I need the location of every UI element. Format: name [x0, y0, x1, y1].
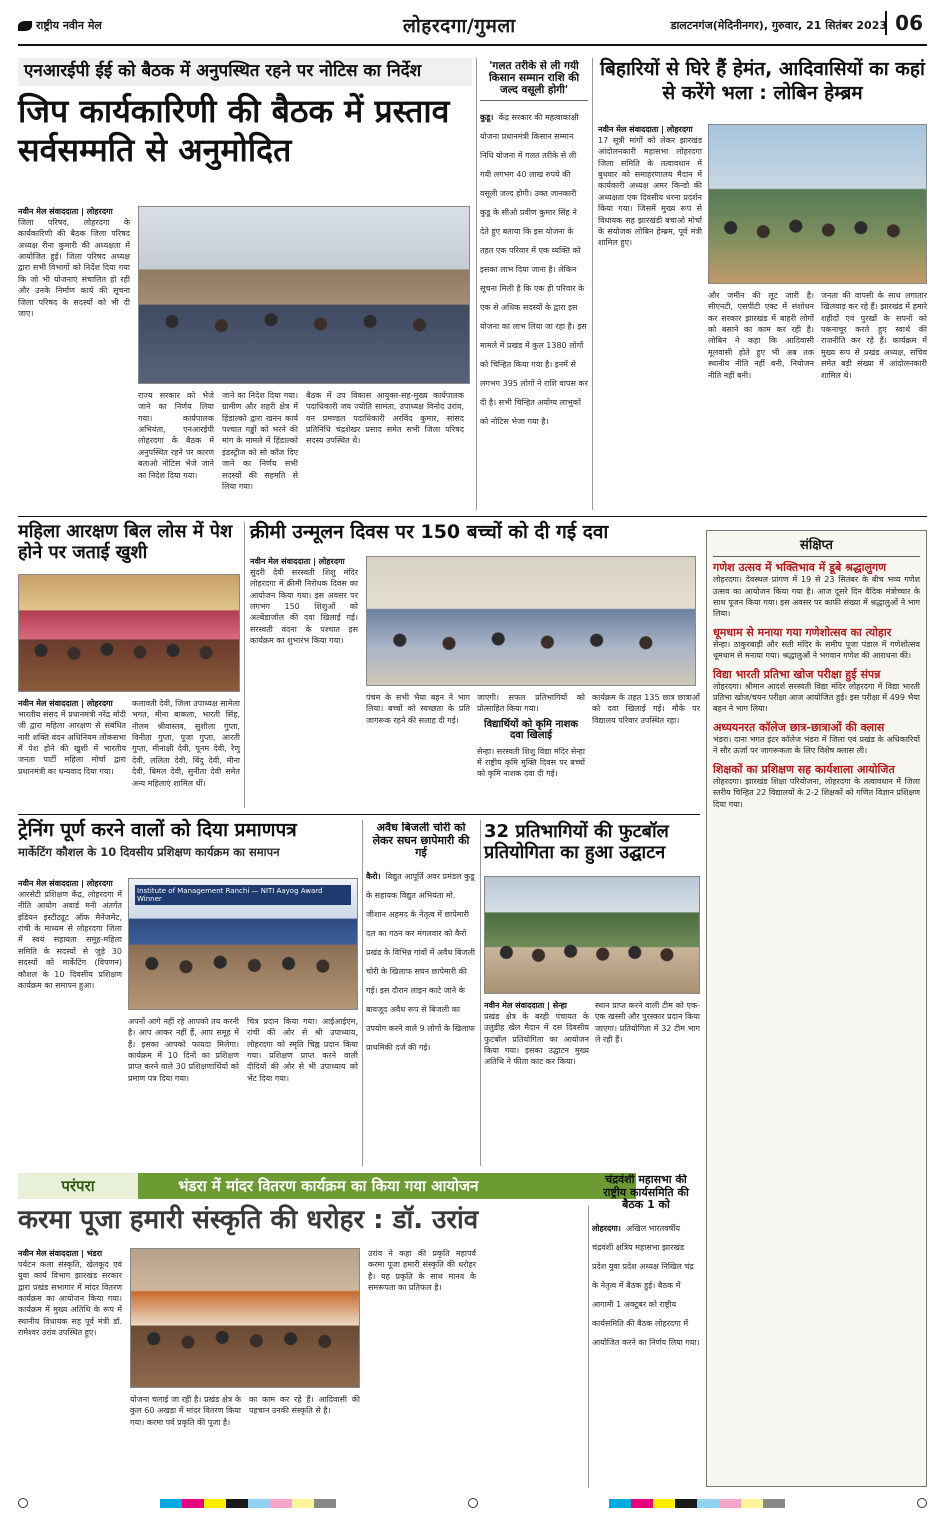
color-calibration-strip	[160, 1499, 336, 1508]
parampara-headline: भंडरा में मांदर वितरण कार्यक्रम का किया गया आयोजन	[178, 1177, 479, 1195]
brief-text: लोहरदगा। श्रीमान आदर्श सरस्वती विद्या मंदिर लोहरदगा में विद्या भारती प्रतिभा खोज/चयन परीक्षा आज आयोजित हुई। इस परीक्षा में 499 भैया बहन ने भाग लिया।	[713, 681, 920, 714]
samkshipt-item	[713, 763, 920, 810]
section-divider	[18, 516, 927, 517]
brief-text: सेन्हा। ठाकुरबाड़ी और सती मंदिर के समीप पूजा पंडाल में गणेशोत्सव धूमधाम से मनाया गया। श्रद्धालुओं ने भगवान गणेश की आराधना की।	[713, 639, 920, 661]
story-text-a: पर्यटन कला संस्कृति, खेलकूद एवं युवा कार्य विभाग झारखंड सरकार द्वारा प्रखंड सभागार में मांदर वितरण कार्यक्रम का आयोजन किया गया। कार्यक्रम में मुख्य अतिथि के रूप में स्थानीय विधायक सह पूर्व मंत्री डॉ. रामेश्वर उरांव उपस्थित हुए।	[18, 1260, 122, 1338]
column-divider	[476, 58, 477, 510]
column-divider	[480, 820, 481, 1166]
story-col-3	[477, 692, 585, 780]
page-number: 06	[885, 11, 923, 35]
dateline: डालटनगंज(मेदिनीनगर), गुरुवार, 21 सितंबर 2023	[670, 19, 887, 32]
section-title: लोहरदगा/गुमला	[403, 15, 516, 37]
brief-headline: शिक्षकों का प्रशिक्षण सह कार्यशाला आयोजित	[713, 762, 895, 776]
column-divider	[588, 1206, 589, 1488]
story-text-a: आरसेटी प्रशिक्षण केंद्र, लोहरदगा में नीति आयोग अवार्ड मनी अंतर्गत इंडियन इंस्टीट्यूट ऑफ मैनेजमेंट, रांची के माध्यम से लोहरदगा जिला में स्वयं सहायता समूह-महिला समिति के सदस्यों से जुड़े 30 सदस्यों को मार्केटिंग (विपणन) कौशल के 10 दिवसीय प्रशिक्षण कार्यक्रम का समापन हुआ।	[18, 890, 122, 990]
meeting-photo	[138, 206, 470, 384]
samkshipt-header: संक्षिप्त	[713, 535, 920, 557]
story-col-1	[250, 556, 358, 647]
story-text: केंद्र सरकार की महत्वाकांक्षी योजना प्रधानमंत्री किसान सम्मान निधि योजना में गलत तरीके से ली गयी लगभग 40 लाख रुपये की वसूली जल्द होगी। उक्त जानकारी कुडू के सीओ प्रवीण कुमार सिंह ने देते हुए बताया कि इस योजना के तहत एक परिवार में एक व्यक्ति को इसका लाभ दिया जाना है। लेकिन सूचना मिली है कि एक ही परिवार के एक से अधिक सदस्यों के द्वारा इस योजना का लाभ लिया जा रहा है। इस मामले में प्रखंड में कुल 1380 लोगों को चिन्हित किया गया है। इनमें से लगभग 395 लोगों ने राशि वापस कर दी है। सभी चिन्हित अयोग्य लाभुकों को नोटिस भेजा गया है।	[480, 113, 588, 427]
story-text-d: उरांव ने कहा की प्रकृति महापर्व करमा पूजा हमारी संस्कृति की धरोहर है। यह प्रकृति के साथ मानव के समरूपता का प्रतिफल है।	[368, 1249, 476, 1293]
story-text-a: भारतीय संसद में प्रधानमंत्री नरेंद्र मोदी जी द्वारा महिला आरक्षण से संबंधित नारी शक्ति वंदन अधिनियम लोकसभा में पेश होने की खुशी में भारतीय जनता पार्टी महिला मोर्चा द्वारा प्रधानमंत्री का धन्यवाद दिया गया।	[18, 710, 126, 776]
registration-mark-icon	[917, 1498, 927, 1508]
brief-text: लोहरदगा। देवस्थल प्रांगण में 19 से 23 सितंबर के बीच भव्य गणेश उत्सव का आयोजन किया गया है। आज दूसरे दिन वैदिक मंत्रोच्चार के साथ पूजन किया गया। इस अवसर पर काफी संख्या में श्रद्धालुओं ने भाग लिया।	[713, 575, 920, 619]
story-bottom-cols	[130, 1394, 360, 1428]
story-headline: महिला आरक्षण बिल लोस में पेश होने पर जताई खुशी	[18, 521, 233, 563]
column-divider	[244, 522, 245, 808]
story-text-b: योजना चलाई जा रही है। प्रखंड क्षेत्र के कुल 60 अखड़ा में मांदर वितरण किया गया। करमा पर्व प्रकृति की पूजा है।	[130, 1395, 241, 1427]
story-bottom-cols	[708, 290, 927, 381]
paper-name-text: राष्ट्रीय नवीन मेल	[36, 19, 102, 32]
story-text-b: और जमीन की लूट जारी है। सीएनटी, एसपीटी एक्ट में संशोधन कर सरकार झारखंड में बाहरी लोगों को बसाने का काम कर रही है। लोबिन ने कहा कि आदिवासी मूलवासी होते हुए भी अब तक स्थानीय नीति नहीं बनी, नियोजन नीति नहीं बनी।	[708, 291, 814, 380]
bird-logo-icon	[18, 21, 32, 31]
story-byline: नवीन मेल संवाददाता | लोहरदगा	[18, 879, 113, 888]
protest-photo	[708, 124, 927, 284]
brief-headline: अध्ययनरत कॉलेज छात्र-छात्राओं की क्लास	[713, 720, 885, 734]
story-headline: चंद्रवंशी महासभा की राष्ट्रीय कार्यसमिति की बैठक 1 को	[603, 1174, 689, 1212]
story-jila-parishad	[18, 58, 472, 510]
story-text-d: बैठक में उप विकास आयुक्त-सह-मुख्य कार्यपालक पदाधिकारी जय ज्योति सामंता, उपाध्यक्ष विनोद उरांव, वन प्रमण्डल पदाधिकारी अरविंद कुमार, सांसद प्रतिनिधि चंद्रशेखर प्रसाद समेत सभी जिला परिषद सदस्य उपस्थित थे।	[306, 391, 464, 446]
story-text-c: जाने का निदेश दिया गया। ग्रामीण और शहरी क्षेत्र में हिंडाल्को द्वारा खनन कार्य पश्चात गड्ढों को भरने की मांग के मामले में हिंडाल्को इंडस्ट्रीज को सो कॉज दिए जाने का निर्णय सभी सदस्यों की सहमति से लिया गया।	[222, 391, 298, 491]
story-headline: करमा पूजा हमारी संस्कृति की धरोहर : डॉ. उरांव	[18, 1205, 479, 1235]
story-text-d: कार्यक्रम के तहत 135 छात्र छात्राओं को दवा खिलाई गई। मौके पर विद्यालय परिवार उपस्थित रहा।	[592, 693, 700, 725]
brief-headline: धूमधाम से मनाया गया गणेशोत्सव का त्योहार	[713, 625, 892, 639]
color-calibration-strip	[609, 1499, 785, 1508]
story-headline: जिप कार्यकारिणी की बैठक में प्रस्ताव सर्वसम्मति से अनुमोदित	[18, 91, 450, 169]
story-text-b: कलावती देवी, जिला उपाध्यक्ष सामेला भगत, मीना बाकला, भारती सिंह, नीलम श्रीवास्तव, सुशीला गुप्ता, विनीता गुप्ता, पूजा गुप्ता, आरती गुप्ता, मीनाक्षी देवी, पूनम देवी, रेणु देवी, ललिता देवी, बिंदु देवी, मीना देवी, बिमल देवी, सुनीता देवी समेत अन्य महिलाएं शामिल थीं।	[132, 699, 240, 788]
brief-text: भंडरा। दाना भगत इंटर कॉलेज भंडरा में जिला एवं प्रखंड के अधिकारियों ने सौर ऊर्जा पर जागरूकता के लिए विशेष क्लास ली।	[713, 734, 920, 756]
story-text-b: पंचम के सभी भैया बहन ने भाग लिया। बच्चों को स्वच्छता के प्रति जागरूक रहने की सलाह दी गई।	[366, 693, 470, 725]
story-text-c: चित्र प्रदान किया गया। आईआईएम, रांची की ओर से श्री उपाध्याय, लोहरदगा को स्मृति चिह्न प्रदान किया गया। प्रशिक्षण प्राप्त करने वाली दीदियों की ओर से भी उपाध्याय को भेंट दिया गया।	[247, 1017, 358, 1083]
story-text-a: प्रखंड क्षेत्र के बरही पंचायत के उलुडीह खेल मैदान में दस दिवसीय फुटबॉल प्रतियोगिता का आयोजन किया गया। इसका उद्घाटन मुख्य अतिथि ने फीता काट कर किया।	[484, 1012, 589, 1067]
story-headline: 32 प्रतिभागियों की फुटबॉल प्रतियोगिता का हुआ उद्घाटन	[484, 821, 669, 863]
sub-story-text: सेन्हा। सरस्वती शिशु विद्या मंदिर सेन्हा में राष्ट्रीय कृमि मुक्ति दिवस पर बच्चों को कृमि नाशक दवा दी गई।	[477, 746, 585, 779]
brief-headline: विद्या भारती प्रतिभा खोज परीक्षा हुई संपन्न	[713, 667, 881, 681]
story-kisan-samman	[480, 60, 588, 510]
story-headline: क्रीमी उन्मूलन दिवस पर 150 बच्चों को दी गई दवा	[250, 521, 609, 543]
story-text: अखिल भारतवर्षीय चंद्रवंशी क्षत्रिय महासभा झारखंड प्रदेश युवा प्रदेश अध्यक्ष निखिल चंद्र के नेतृत्व में बैठक हुई। बैठक में आगामी 1 अक्टूबर को राष्ट्रीय कार्यसमिति की बैठक लोहरदगा में आयोजित करने का निर्णय लिया गया।	[592, 1223, 700, 1347]
story-karma-puja	[18, 1206, 584, 1488]
story-chandravanshi	[592, 1174, 700, 1488]
story-text-b: अपनों आगे नहीं रहे आपको तय करनी है। आप आकर नहीं हैं, आप समूह में हैं। इसका आपको फायदा मिलेगा। कार्यक्रम में 10 दिनों का प्रशिक्षण प्राप्त करने वाले 30 प्रशिक्षणार्थियों को प्रमाण पत्र दिया गया।	[128, 1017, 239, 1083]
story-sub-headline: मार्केटिंग कौशल के 10 दिवसीय प्रशिक्षण कार्यक्रम का समापन	[18, 844, 280, 859]
story-text: विद्युत आपूर्ति अवर प्रमंडल कुडू के सहायक विद्युत अभियंता मो. जीशान अहमद के नेतृत्व में छापेमारी दल का गठन कर मंगलवार को कैरो प्रखंड के विभिन्न गांवों में अवैध बिजली चोरी के खिलाफ सघन छापेमारी की गई। इस दौरान लाइन काटे जाने के बावजूद अवैध रूप से बिजली का उपयोग करने वाले 9 लोगों के खिलाफ प्राथमिकी दर्ज की गई।	[366, 871, 475, 1052]
story-col-1	[18, 878, 122, 991]
story-col-1	[18, 206, 130, 319]
story-mahila-aarakshan	[18, 522, 240, 808]
story-headline: बिहारियों से घिरे हैं हेमंत, आदिवासियों का कहां से करेंगे भला : लोबिन हेम्ब्रम	[600, 58, 925, 104]
story-text-a: जिला परिषद, लोहरदगा के कार्यकारिणी की बैठक जिला परिषद अध्यक्ष रीना कुमारी की अध्यक्षता में आयोजित हुई। जिला परिषद अध्यक्ष द्वारा सभी विभागों को निर्देश दिया गया कि जो भी योजनाएं संचालित हो रही और उनके निर्माण कार्य की सूचना जिला परिषद के सदस्यों को भी दी जाए।	[18, 218, 130, 318]
story-text-b: स्थान प्राप्त करने वाली टीम को एक-एक खस्सी और पुरस्कार प्रदान किया जाएगा। प्रतियोगिता में 32 टीम भाग ले रही हैं।	[595, 1001, 700, 1045]
certificate-ceremony-photo	[128, 878, 358, 1010]
story-headline: 'गलत तरीके से ली गयी किसान सम्मान राशि की जल्द वसूली होगी'	[480, 60, 588, 101]
story-cols	[18, 698, 240, 789]
registration-mark-icon	[468, 1498, 478, 1508]
story-bottom-cols	[366, 692, 700, 780]
story-byline: कुडू।	[480, 113, 494, 123]
samkshipt-item	[713, 721, 920, 757]
story-football	[484, 822, 700, 1166]
story-text-a: सुंदरी देवी सरस्वती शिशु मंदिर लोहरदगा में क्रीमी निरोधक दिवस का आयोजन किया गया। इस अवसर पर लगभग 150 शिशुओं को अल्बेंडाजोल की दवा खिलाई गई। सरस्वती वंदना के पश्चात इस कार्यक्रम का शुभारंभ किया गया।	[250, 568, 358, 646]
story-text-c: जाएगी। सफल प्रतिभागियों को प्रोत्साहित किया गया।	[477, 693, 585, 714]
story-byline: नवीन मेल संवाददाता | लोहरदगा	[598, 125, 693, 134]
section-divider	[18, 814, 700, 815]
paper-name	[18, 18, 102, 33]
story-cols	[484, 1000, 700, 1068]
story-text-b: राज्य सरकार को भेजे जाने का निर्णय लिया गया। कार्यपालक अभियंता, एनआरईपी लोहरदगा के बैठक में अनुपस्थित रहने पर कारण बताओ नोटिस भेजे जाने का निदेश दिया गया।	[138, 391, 214, 480]
story-byline: कैरो।	[366, 871, 381, 881]
masthead	[18, 10, 927, 46]
story-bottom-cols	[128, 1016, 358, 1084]
column-divider	[362, 820, 363, 1166]
samkshipt-item	[713, 561, 920, 620]
sub-story-headline: विद्यार्थियों को कृमि नाशक दवा खिलाई	[484, 718, 578, 742]
football-teams-photo	[484, 876, 700, 994]
parampara-tag: परंपरा	[18, 1173, 138, 1199]
story-bijli-chori	[366, 822, 476, 1166]
story-text-a: 17 सूत्री मांगों को लेकर झारखंड आंदोलनकारी महासभा लोहरदगा जिला समिति के तत्वावधान में बुधवार को समाहरणालय मैदान में कार्यकारी अध्यक्ष अमर किन्डो की अध्यक्षता एक दिवसीय धरना प्रदर्शन किया गया। जिसमें मुख्य रूप से विधायक सह झारखंडी बचाओ मोर्चा के संयोजक लोबिन हेम्ब्रम, पूर्व मंत्री शामिल हुए।	[598, 136, 702, 248]
story-col-1	[484, 1000, 589, 1068]
samkshipt-item	[713, 668, 920, 715]
story-headline: ट्रेनिंग पूर्ण करने वालों को दिया प्रमाणपत्र	[18, 819, 297, 841]
story-lobin-hembram	[598, 58, 927, 510]
story-headline: अवैध बिजली चोरी को लेकर सघन छापेमारी की गई	[372, 822, 470, 860]
story-byline: नवीन मेल संवाददाता | लोहरदगा	[250, 557, 345, 566]
story-kicker: एनआरईपी ईई को बैठक में अनुपस्थित रहने पर नोटिस का निर्देश	[18, 58, 472, 86]
story-col-1	[598, 124, 702, 249]
print-registration-strip	[18, 1497, 927, 1509]
story-text-c: का काम कर रहे हैं। आदिवासी की पहचान उनकी संस्कृति से है।	[249, 1395, 360, 1416]
story-byline: नवीन मेल संवाददाता | सेन्हा	[484, 1001, 567, 1010]
story-col-1	[18, 1248, 122, 1339]
story-bottom-cols	[138, 390, 472, 492]
story-byline: नवीन मेल संवाददाता | भंडरा	[18, 1249, 103, 1258]
brief-headline: गणेश उत्सव में भक्तिभाव में डूबे श्रद्धालुगण	[713, 561, 887, 574]
women-group-photo	[18, 574, 240, 692]
parampara-banner	[18, 1173, 636, 1199]
column-divider	[592, 58, 593, 510]
story-text-c: जनता की वापसी के साथ लगातार खिलवाड़ कर रहे हैं। झारखंड में हमारे शहीदों एवं पुरखों के सपनों को पकनाचूर करते हुए स्वार्थ की राजनीति कर रहे हैं। कार्यक्रम में मुख्य रूप से प्रखंड अध्यक्ष, सचिव समेत बड़ी संख्या में आंदोलनकारी शामिल थे।	[821, 291, 927, 380]
story-krimi-unmoolan	[250, 522, 700, 808]
mandar-distribution-photo	[130, 1248, 360, 1388]
samkshipt-item	[713, 626, 920, 662]
brief-text: लोहरदगा। झारखंड शिक्षा परियोजना, लोहरदगा के तत्वावधान में जिला स्तरीय चिन्हित 22 विद्यालयों के 2-2 शिक्षकों को गणित विज्ञान प्रशिक्षण दिया गया।	[713, 776, 921, 809]
story-training	[18, 820, 358, 1166]
story-byline: लोहरदगा।	[592, 1223, 621, 1233]
samkshipt-box	[706, 530, 927, 1487]
story-byline: नवीन मेल संवाददाता | लोहरदगा	[18, 207, 113, 216]
registration-mark-icon	[18, 1498, 28, 1508]
children-classroom-photo	[366, 556, 696, 686]
story-col-1	[18, 698, 126, 789]
stage-banner: Institute of Management Ranchi — NITI Aayog Award Winner	[135, 885, 351, 905]
story-byline: नवीन मेल संवाददाता | लोहरदगा	[18, 699, 113, 708]
